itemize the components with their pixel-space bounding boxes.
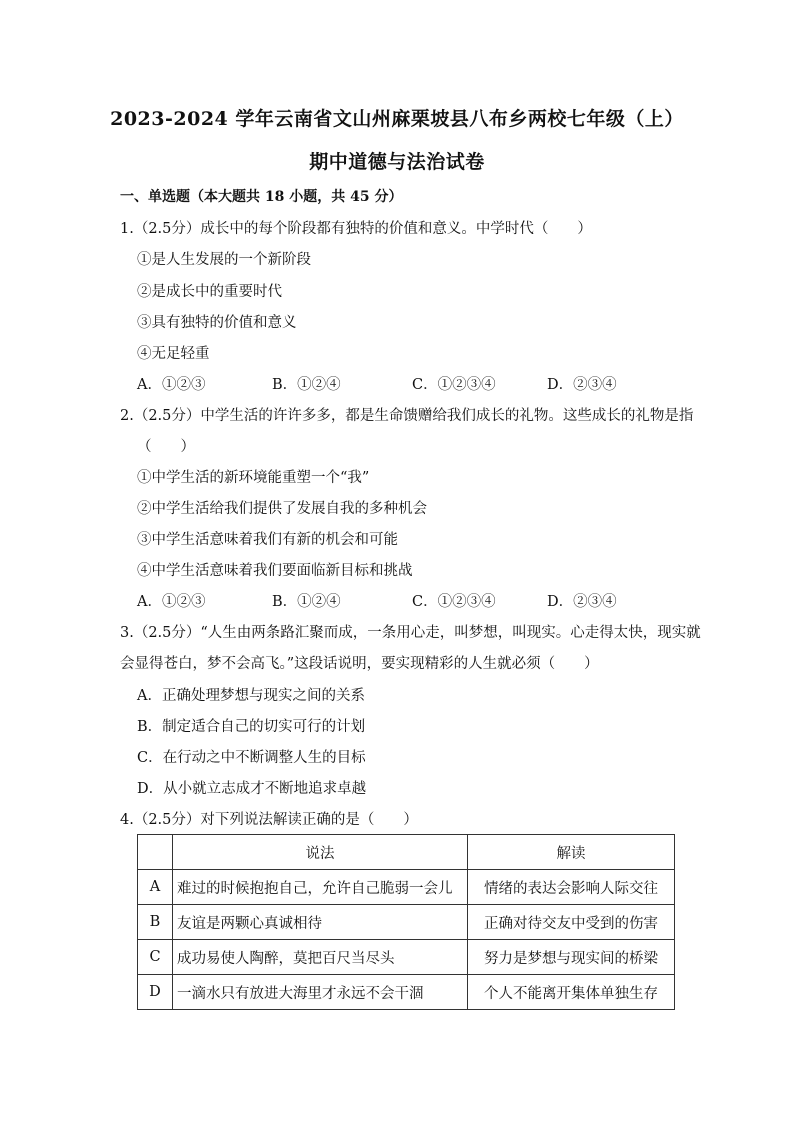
choice-c[interactable]: C．①②③④	[412, 594, 496, 610]
exam-title-line1: 2023-2024 学年云南省文山州麻栗坡县八布乡两校七年级（上）	[110, 108, 684, 130]
table-row[interactable]	[138, 905, 675, 940]
choice-c[interactable]: C．①②③④	[412, 377, 496, 393]
table-header-row	[138, 835, 675, 870]
choice-b[interactable]: B．①②④	[272, 377, 341, 393]
row-saying: 成功易使人陶醉，莫把百尺当尽头	[173, 940, 468, 975]
choice-d[interactable]: D．②③④	[547, 377, 617, 393]
question-1-item: ①是人生发展的一个新阶段	[137, 252, 311, 268]
question-1-item: ③具有独特的价值和意义	[137, 315, 297, 331]
section-heading: 一、单选题（本大题共 18 小题，共 45 分）	[120, 189, 403, 205]
question-3-option-c[interactable]: C．在行动之中不断调整人生的目标	[137, 750, 366, 766]
question-2-stem: 2.（2.5分）中学生活的许许多多，都是生命馈赠给我们成长的礼物。这些成长的礼物是指	[120, 408, 694, 424]
row-key: A	[138, 870, 173, 905]
row-interpretation: 情绪的表达会影响人际交往	[468, 870, 675, 905]
row-interpretation: 个人不能离开集体单独生存	[468, 975, 675, 1010]
row-saying: 一滴水只有放进大海里才永远不会干涸	[173, 975, 468, 1010]
question-1-stem: 1.（2.5分）成长中的每个阶段都有独特的价值和意义。中学时代（ ）	[120, 221, 592, 237]
question-2-item: ①中学生活的新环境能重塑一个“我”	[137, 470, 370, 486]
table-row[interactable]	[138, 870, 675, 905]
exam-title-line2: 期中道德与法治试卷	[309, 151, 485, 173]
choice-a[interactable]: A．①②③	[137, 594, 206, 610]
row-saying: 友谊是两颗心真诚相待	[173, 905, 468, 940]
row-saying: 难过的时候抱抱自己，允许自己脆弱一会儿	[173, 870, 468, 905]
question-3-option-a[interactable]: A．正确处理梦想与现实之间的关系	[137, 688, 365, 704]
question-2-item: ②中学生活给我们提供了发展自我的多种机会	[137, 501, 427, 517]
table-row[interactable]	[138, 975, 675, 1010]
question-2-stem-cont: （ ）	[137, 439, 195, 455]
question-1-item: ④无足轻重	[137, 346, 210, 362]
question-2-item: ④中学生活意味着我们要面临新目标和挑战	[137, 563, 413, 579]
choice-a[interactable]: A．①②③	[137, 377, 206, 393]
question-3-option-d[interactable]: D．从小就立志成才不断地追求卓越	[137, 781, 367, 797]
choice-b[interactable]: B．①②④	[272, 594, 341, 610]
row-key: C	[138, 940, 173, 975]
row-key: B	[138, 905, 173, 940]
question-1-item: ②是成长中的重要时代	[137, 284, 282, 300]
choice-d[interactable]: D．②③④	[547, 594, 617, 610]
table-header-cell	[138, 835, 173, 870]
table-header-cell: 解读	[468, 835, 675, 870]
question-4-stem: 4.（2.5分）对下列说法解读正确的是（ ）	[120, 812, 418, 828]
row-key: D	[138, 975, 173, 1010]
question-4-table	[137, 834, 675, 1010]
question-3-stem-cont: 会显得苍白，梦不会高飞。”这段话说明，要实现精彩的人生就必须（ ）	[120, 656, 599, 672]
question-3-stem: 3.（2.5分）“人生由两条路汇聚而成，一条用心走，叫梦想，叫现实。心走得太快，现实就	[120, 625, 701, 641]
question-3-option-b[interactable]: B．制定适合自己的切实可行的计划	[137, 719, 366, 735]
table-header-cell: 说法	[173, 835, 468, 870]
question-2-item: ③中学生活意味着我们有新的机会和可能	[137, 532, 398, 548]
table-row[interactable]	[138, 940, 675, 975]
row-interpretation: 正确对待交友中受到的伤害	[468, 905, 675, 940]
row-interpretation: 努力是梦想与现实间的桥梁	[468, 940, 675, 975]
